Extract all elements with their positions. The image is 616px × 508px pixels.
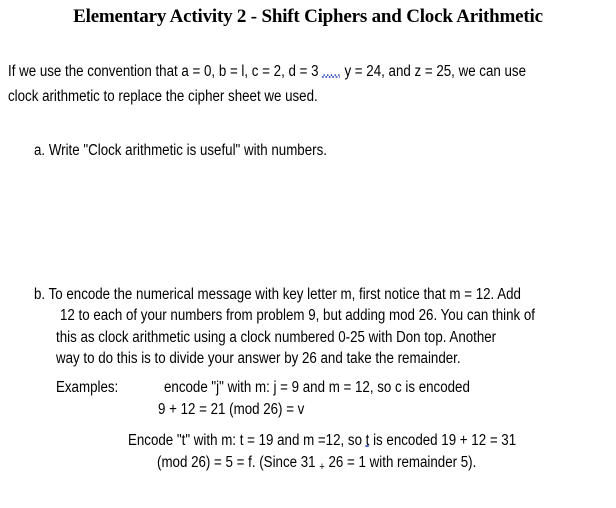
underlined-t: t	[365, 432, 370, 449]
intro-line-1	[8, 63, 526, 81]
page-title: Elementary Activity 2 - Shift Ciphers and Clock Arithmetic	[73, 6, 543, 27]
part-b-line-3: this as clock arithmetic using a clock numbered 0-25 with Don top. Another	[56, 329, 497, 346]
intro-line-2: clock arithmetic to replace the cipher sheet we used.	[8, 88, 318, 105]
example-1-line-1: encode "j" with m: j = 9 and m = 12, so c is encoded	[164, 379, 470, 396]
part-b-line-4: way to do this is to divide your answer by 26 and take the remainder.	[56, 350, 461, 367]
part-b-line-1: b. To encode the numerical message with key letter m, first notice that m = 12. Add	[34, 286, 521, 303]
division-symbol: +	[319, 461, 325, 473]
intro-text-cont: y = 24, and z = 25, we can use	[340, 63, 527, 80]
example-1-line-2: 9 + 12 = 21 (mod 26) = v	[158, 401, 305, 418]
examples-label: Examples:	[56, 379, 119, 396]
intro-text: If we use the convention that a = 0, b = l, c = 2, d = 3	[8, 63, 323, 80]
part-b-line-2: 12 to each of your numbers from problem 9, but adding mod 26. You can think of	[60, 307, 536, 324]
example-2-line-1	[128, 432, 516, 450]
ellipsis-link: .....	[322, 63, 341, 80]
part-a-question: a. Write "Clock arithmetic is useful" with numbers.	[34, 142, 327, 159]
example-2-text-cont: is encoded 19 + 12 = 31	[369, 432, 517, 449]
example-2-text: Encode "t" with m: t = 19 and m =12, so	[128, 432, 366, 449]
example-2-line-2	[157, 454, 476, 472]
example-2-remainder-text-cont: 26 = 1 with remainder 5).	[324, 454, 477, 471]
example-2-remainder-text: (mod 26) = 5 = f. (Since 31	[157, 454, 320, 471]
